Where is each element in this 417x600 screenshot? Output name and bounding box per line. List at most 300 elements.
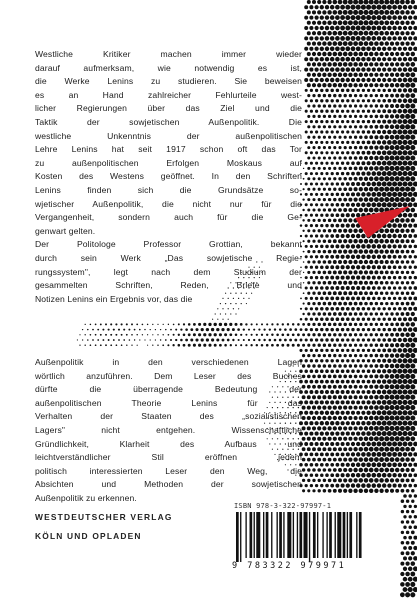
halftone-dot: [302, 209, 304, 211]
halftone-dot: [379, 176, 384, 181]
halftone-dot: [320, 245, 323, 248]
halftone-dot: [387, 119, 391, 123]
halftone-dot: [95, 334, 97, 336]
halftone-dot: [367, 286, 371, 290]
halftone-dot: [387, 181, 392, 186]
halftone-dot: [357, 359, 360, 362]
halftone-dot: [359, 333, 362, 336]
halftone-dot: [411, 21, 415, 25]
halftone-dot: [403, 515, 406, 518]
halftone-dot: [356, 276, 360, 280]
halftone-dot: [261, 344, 264, 347]
halftone-dot: [403, 88, 407, 92]
halftone-dot: [359, 104, 362, 107]
halftone-dot: [323, 104, 326, 107]
halftone-dot: [382, 78, 386, 82]
halftone-dot: [402, 161, 407, 166]
halftone-dot: [371, 431, 376, 436]
halftone-dot: [406, 478, 410, 482]
halftone-dot: [375, 115, 379, 119]
halftone-dot: [353, 229, 357, 233]
halftone-dot: [327, 10, 332, 15]
halftone-dot: [348, 187, 352, 191]
halftone-dot: [330, 463, 334, 467]
halftone-dot: [362, 359, 365, 362]
halftone-dot: [410, 353, 415, 358]
halftone-dot: [392, 359, 397, 364]
halftone-dot: [338, 406, 342, 410]
halftone-dot: [390, 31, 394, 35]
halftone-dot: [398, 348, 403, 353]
halftone-dot: [387, 171, 392, 176]
halftone-dot: [374, 436, 379, 441]
halftone-dot: [310, 349, 313, 352]
halftone-dot: [395, 104, 399, 108]
halftone-dot: [320, 47, 324, 51]
halftone-dot: [335, 26, 340, 31]
halftone-dot: [134, 339, 135, 340]
halftone-dot: [369, 73, 373, 77]
halftone-dot: [310, 151, 313, 154]
halftone-dot: [397, 369, 402, 374]
halftone-dot: [228, 319, 229, 320]
halftone-dot: [307, 426, 311, 430]
halftone-dot: [387, 57, 391, 61]
halftone-dot: [271, 344, 274, 347]
halftone-dot: [165, 329, 166, 330]
halftone-dot: [364, 208, 369, 213]
halftone-dot: [401, 312, 405, 316]
halftone-dot: [377, 297, 380, 300]
halftone-dot: [408, 192, 413, 197]
halftone-dot: [385, 52, 389, 56]
halftone-dot: [405, 62, 409, 66]
halftone-dot: [401, 302, 405, 306]
barcode-bar: [326, 512, 327, 558]
halftone-dot: [387, 223, 392, 228]
halftone-dot: [361, 5, 366, 10]
halftone-dot: [408, 78, 413, 83]
halftone-dot: [374, 197, 379, 202]
halftone-dot: [320, 265, 324, 269]
halftone-dot: [359, 344, 362, 347]
halftone-dot: [309, 78, 313, 82]
halftone-dot: [333, 104, 336, 107]
halftone-dot: [356, 141, 359, 144]
halftone-dot: [408, 327, 413, 332]
text-line: es an Hand zahlreicher Fehlurteile west-: [35, 89, 302, 100]
halftone-dot: [379, 31, 384, 36]
halftone-dot: [405, 31, 409, 35]
halftone-dot: [367, 89, 370, 92]
halftone-dot: [361, 442, 366, 447]
halftone-dot: [314, 57, 318, 61]
halftone-dot: [362, 151, 366, 155]
halftone-dot: [302, 198, 304, 200]
halftone-dot: [408, 171, 413, 176]
halftone-dot: [353, 457, 357, 461]
halftone-dot: [312, 447, 316, 451]
halftone-dot: [165, 339, 167, 341]
halftone-dot: [390, 239, 394, 243]
halftone-dot: [331, 338, 334, 341]
barcode-bar: [304, 512, 308, 558]
halftone-dot: [377, 410, 382, 415]
halftone-dot: [305, 110, 308, 113]
halftone-dot: [312, 146, 315, 149]
halftone-dot: [372, 318, 375, 321]
halftone-dot: [312, 333, 315, 336]
halftone-dot: [372, 47, 377, 52]
halftone-dot: [317, 468, 321, 472]
halftone-dot: [328, 136, 331, 139]
halftone-dot: [323, 302, 327, 306]
halftone-dot: [115, 323, 117, 325]
halftone-dot: [144, 329, 145, 330]
halftone-dot: [364, 187, 368, 191]
halftone-dot: [357, 120, 360, 123]
halftone-dot: [157, 324, 158, 325]
halftone-dot: [395, 436, 400, 441]
halftone-dot: [235, 323, 238, 326]
barcode-bar: [279, 512, 282, 558]
halftone-dot: [395, 218, 400, 223]
halftone-dot: [400, 582, 405, 587]
text-line: Vergangenheit, sondern auch für die Ge-: [35, 212, 302, 223]
text-line: Verhalten der Staaten des „sozialistischen: [35, 411, 302, 422]
halftone-dot: [359, 354, 362, 357]
halftone-dot: [374, 20, 379, 25]
halftone-dot: [157, 344, 158, 345]
halftone-dot: [343, 478, 347, 482]
halftone-dot: [340, 78, 344, 82]
halftone-dot: [221, 328, 224, 331]
halftone-dot: [343, 0, 348, 4]
halftone-dot: [110, 334, 112, 336]
halftone-dot: [379, 489, 383, 493]
halftone-dot: [410, 72, 415, 77]
halftone-dot: [354, 333, 357, 336]
halftone-dot: [377, 120, 381, 124]
halftone-dot: [333, 73, 337, 77]
halftone-dot: [315, 276, 318, 279]
halftone-dot: [312, 52, 316, 56]
halftone-dot: [256, 344, 258, 346]
halftone-dot: [228, 308, 229, 309]
halftone-dot: [413, 88, 417, 93]
halftone-dot: [395, 31, 399, 35]
halftone-dot: [413, 307, 417, 311]
halftone-dot: [335, 57, 340, 62]
halftone-dot: [413, 452, 417, 456]
halftone-dot: [408, 494, 411, 497]
halftone-dot: [304, 369, 308, 373]
halftone-dot: [392, 67, 396, 71]
publisher-city: KÖLN UND OPLADEN: [35, 531, 142, 541]
halftone-dot: [411, 239, 415, 243]
halftone-dot: [408, 119, 413, 124]
halftone-dot: [335, 255, 339, 259]
halftone-dot: [333, 291, 337, 295]
halftone-dot: [356, 442, 360, 446]
halftone-dot: [377, 151, 381, 155]
halftone-dot: [408, 129, 413, 134]
halftone-dot: [328, 125, 331, 128]
halftone-dot: [320, 99, 323, 102]
halftone-dot: [411, 541, 415, 545]
halftone-dot: [325, 317, 329, 321]
barcode-bar: [236, 512, 239, 562]
halftone-dot: [405, 187, 410, 192]
halftone-dot: [362, 110, 365, 113]
halftone-dot: [393, 265, 397, 269]
halftone-dot: [333, 177, 336, 180]
halftone-dot: [248, 339, 250, 341]
halftone-dot: [322, 31, 326, 35]
halftone-dot: [392, 462, 397, 467]
halftone-dot: [382, 26, 387, 31]
halftone-dot: [382, 369, 386, 373]
halftone-dot: [414, 286, 417, 290]
halftone-dot: [375, 291, 379, 295]
halftone-dot: [341, 484, 345, 488]
halftone-dot: [335, 421, 339, 425]
halftone-dot: [377, 182, 382, 187]
halftone-dot: [401, 510, 404, 513]
halftone-dot: [318, 167, 321, 170]
halftone-dot: [413, 5, 417, 9]
halftone-dot: [372, 89, 375, 92]
halftone-dot: [188, 323, 191, 326]
halftone-dot: [408, 463, 412, 467]
halftone-dot: [388, 286, 391, 289]
halftone-dot: [325, 36, 330, 41]
halftone-dot: [336, 130, 339, 133]
halftone-dot: [351, 265, 355, 269]
halftone-dot: [343, 302, 347, 306]
halftone-dot: [359, 447, 364, 452]
halftone-dot: [333, 385, 337, 389]
halftone-dot: [233, 308, 234, 309]
halftone-dot: [356, 265, 360, 269]
halftone-dot: [354, 364, 357, 367]
halftone-dot: [408, 546, 412, 550]
halftone-dot: [393, 307, 396, 310]
halftone-dot: [325, 99, 328, 102]
halftone-dot: [338, 270, 342, 274]
halftone-dot: [395, 0, 400, 4]
halftone-dot: [351, 317, 355, 321]
halftone-dot: [346, 234, 350, 238]
halftone-dot: [304, 57, 308, 61]
halftone-dot: [312, 489, 315, 492]
halftone-dot: [354, 344, 357, 347]
halftone-dot: [408, 338, 413, 343]
halftone-dot: [392, 140, 397, 145]
halftone-dot: [332, 31, 337, 36]
halftone-dot: [369, 489, 373, 493]
halftone-dot: [330, 245, 334, 249]
halftone-dot: [336, 328, 340, 332]
halftone-dot: [353, 447, 357, 451]
halftone-dot: [366, 411, 370, 415]
halftone-dot: [320, 452, 324, 456]
halftone-dot: [323, 125, 326, 128]
halftone-dot: [346, 130, 349, 133]
halftone-dot: [369, 83, 373, 87]
halftone-dot: [230, 344, 232, 346]
halftone-dot: [325, 400, 329, 404]
halftone-dot: [317, 416, 321, 420]
halftone-dot: [413, 67, 417, 72]
halftone-dot: [398, 36, 402, 40]
halftone-dot: [302, 364, 305, 367]
halftone-dot: [411, 229, 415, 233]
halftone-dot: [338, 167, 341, 170]
halftone-dot: [258, 339, 260, 341]
halftone-dot: [398, 78, 403, 83]
halftone-dot: [387, 15, 392, 20]
halftone-dot: [372, 67, 376, 71]
halftone-dot: [400, 353, 405, 358]
halftone-dot: [338, 344, 341, 347]
halftone-dot: [348, 73, 352, 77]
halftone-dot: [318, 229, 321, 232]
halftone-dot: [380, 115, 384, 119]
halftone-dot: [366, 255, 370, 259]
halftone-dot: [397, 129, 402, 134]
halftone-dot: [312, 323, 315, 326]
text-line: dürfte die überragende Bedeutung der: [35, 384, 302, 395]
halftone-dot: [387, 255, 391, 259]
halftone-dot: [369, 457, 374, 462]
halftone-dot: [403, 244, 407, 248]
halftone-dot: [413, 587, 417, 592]
halftone-dot: [410, 582, 415, 587]
halftone-dot: [346, 307, 350, 311]
halftone-dot: [303, 188, 305, 190]
halftone-dot: [411, 457, 415, 461]
halftone-dot: [328, 208, 331, 211]
halftone-dot: [320, 78, 324, 82]
halftone-dot: [393, 244, 397, 248]
halftone-dot: [387, 369, 392, 374]
halftone-dot: [330, 473, 334, 477]
halftone-dot: [379, 135, 383, 139]
halftone-dot: [325, 47, 329, 51]
halftone-dot: [317, 41, 321, 45]
halftone-dot: [367, 297, 371, 301]
halftone-dot: [374, 426, 379, 431]
halftone-dot: [361, 431, 365, 435]
halftone-dot: [408, 297, 412, 301]
halftone-dot: [330, 255, 334, 259]
halftone-dot: [343, 375, 347, 379]
halftone-dot: [393, 297, 396, 300]
halftone-dot: [336, 141, 339, 144]
halftone-dot: [348, 281, 352, 285]
halftone-dot: [410, 93, 415, 98]
halftone-dot: [369, 375, 373, 379]
halftone-dot: [309, 432, 313, 436]
halftone-dot: [315, 421, 319, 425]
halftone-dot: [144, 339, 145, 340]
halftone-dot: [374, 447, 379, 452]
halftone-dot: [402, 140, 407, 145]
halftone-dot: [359, 208, 364, 213]
halftone-dot: [363, 0, 368, 5]
halftone-dot: [379, 457, 384, 462]
halftone-dot: [327, 21, 332, 26]
halftone-dot: [405, 135, 410, 140]
halftone-dot: [190, 328, 193, 331]
halftone-dot: [348, 291, 352, 295]
halftone-dot: [350, 5, 355, 10]
halftone-dot: [392, 171, 397, 176]
halftone-dot: [327, 62, 331, 66]
halftone-dot: [375, 323, 378, 326]
halftone-dot: [193, 323, 196, 326]
halftone-dot: [359, 437, 363, 441]
halftone-dot: [364, 312, 367, 315]
halftone-dot: [147, 334, 148, 335]
text-line: zu außenpolitischen Erfolgen Moskaus auf: [35, 157, 302, 168]
halftone-dot: [385, 135, 390, 140]
halftone-dot: [372, 400, 376, 404]
halftone-dot: [390, 302, 393, 305]
halftone-dot: [336, 110, 339, 113]
halftone-dot: [232, 328, 235, 331]
halftone-dot: [305, 203, 308, 206]
halftone-dot: [361, 78, 365, 82]
halftone-dot: [364, 249, 368, 253]
halftone-dot: [343, 208, 347, 212]
halftone-dot: [375, 354, 379, 358]
halftone-dot: [413, 47, 417, 51]
halftone-dot: [356, 78, 360, 82]
halftone-dot: [309, 36, 313, 40]
halftone-dot: [310, 297, 313, 300]
halftone-dot: [79, 345, 80, 346]
halftone-dot: [341, 162, 344, 165]
halftone-dot: [377, 359, 381, 363]
halftone-dot: [331, 99, 334, 102]
halftone-dot: [405, 41, 409, 45]
halftone-dot: [353, 249, 357, 253]
halftone-dot: [411, 291, 415, 295]
halftone-dot: [398, 297, 401, 300]
halftone-dot: [266, 344, 269, 347]
halftone-dot: [240, 344, 242, 346]
halftone-dot: [345, 46, 350, 51]
halftone-dot: [396, 292, 399, 295]
halftone-dot: [328, 375, 332, 379]
halftone-dot: [380, 83, 384, 87]
halftone-dot: [379, 405, 384, 410]
halftone-dot: [413, 26, 417, 30]
halftone-dot: [351, 46, 356, 51]
halftone-dot: [318, 323, 321, 326]
halftone-dot: [413, 442, 417, 447]
halftone-dot: [364, 364, 367, 367]
halftone-dot: [398, 88, 402, 92]
barcode-bar: [263, 512, 264, 558]
halftone-dot: [361, 255, 365, 259]
halftone-dot: [382, 452, 387, 457]
halftone-dot: [400, 322, 404, 326]
halftone-dot: [357, 328, 360, 331]
halftone-dot: [346, 442, 350, 446]
